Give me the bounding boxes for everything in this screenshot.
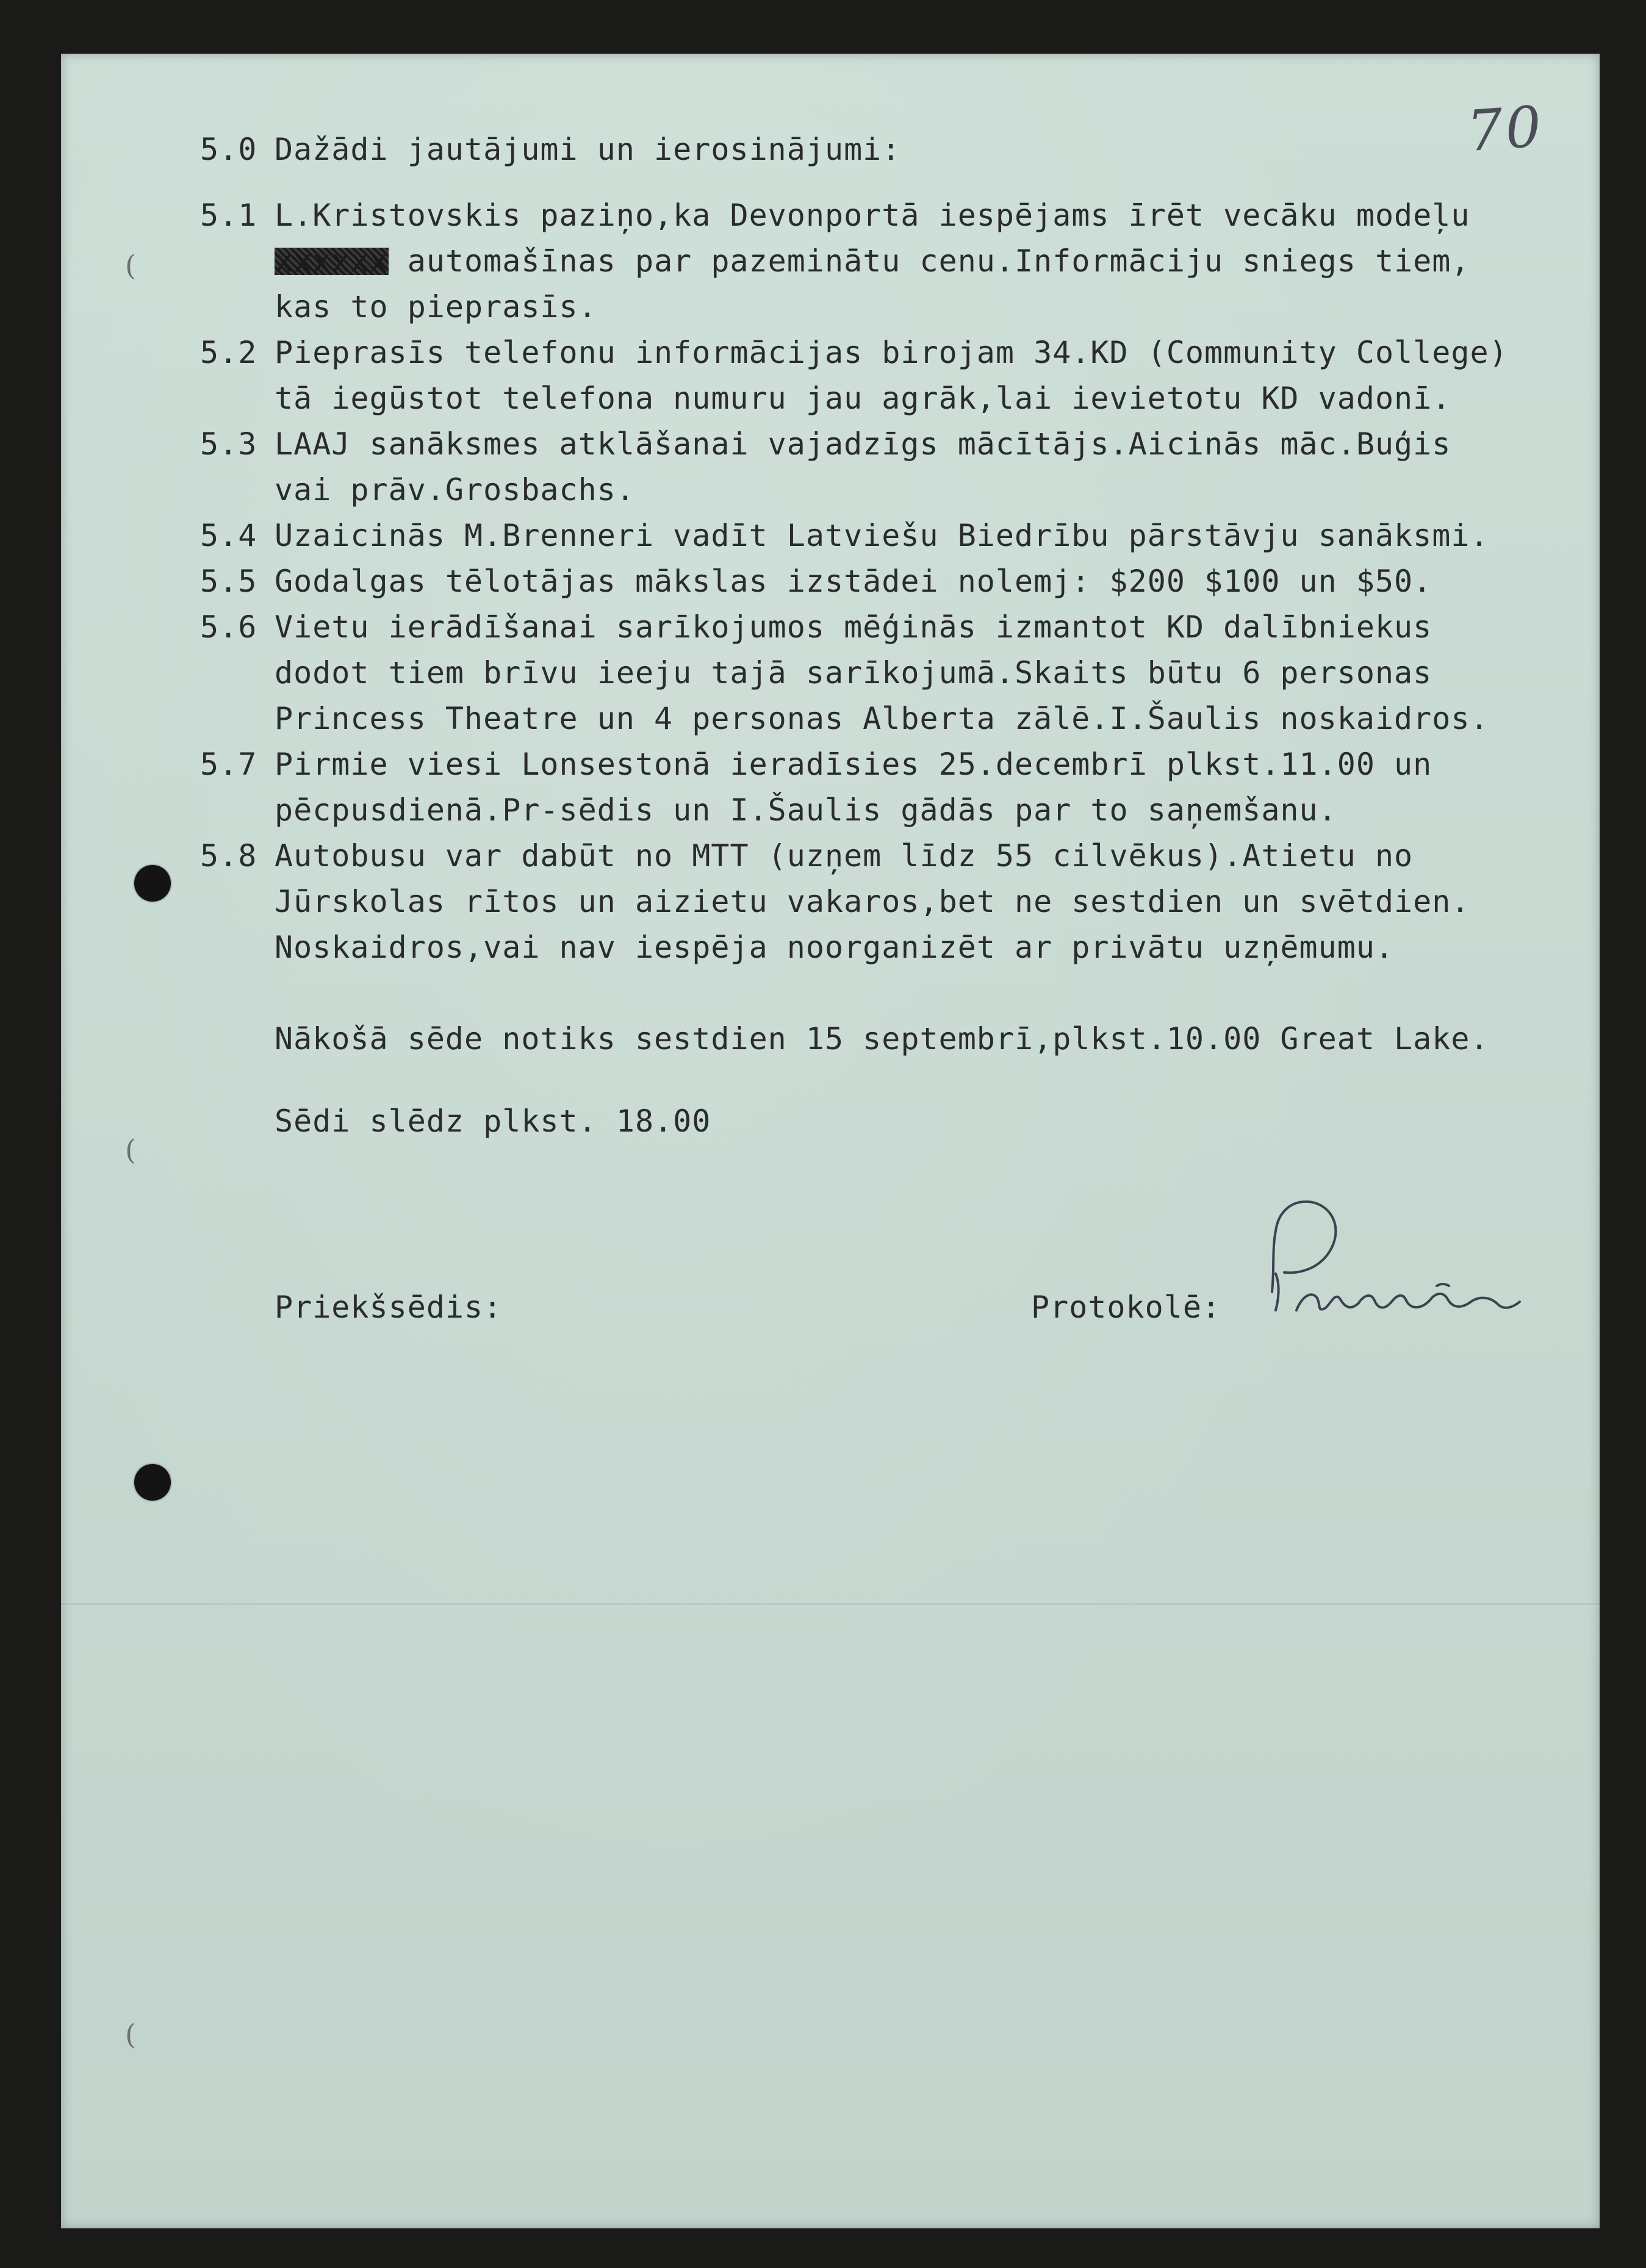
item-number: 5.5 — [200, 564, 257, 599]
closing-time: Sēdi slēdz plkst. 18.00 — [275, 1103, 711, 1139]
item-line: pēcpusdienā.Pr-sēdis un I.Šaulis gādās par to saņemšanu. — [275, 792, 1337, 828]
page-number: 70 — [1465, 93, 1546, 165]
item-line: Vietu ierādīšanai sarīkojumos mēģinās izmantot KD dalībniekus — [275, 609, 1432, 645]
item-line: L.Kristovskis paziņo,ka Devonportā iespējams īrēt vecāku modeļu — [275, 198, 1470, 233]
item-line: xxxxxx automašīnas par pazeminātu cenu.Informāciju sniegs tiem, — [275, 243, 1470, 279]
margin-mark: ( — [125, 2018, 136, 2051]
punch-hole-top — [134, 865, 171, 902]
item-number: 5.4 — [200, 518, 257, 553]
punch-hole-bottom — [134, 1464, 171, 1501]
item-number: 5.2 — [200, 335, 257, 370]
item-line: vai prāv.Grosbachs. — [275, 472, 635, 508]
item-line: Pieprasīs telefonu informācijas birojam 34.KD (Community College) — [275, 335, 1508, 370]
item-line: Pirmie viesi Lonsestonā ieradīsies 25.decembrī plkst.11.00 un — [275, 747, 1432, 782]
signature — [1254, 1194, 1534, 1341]
heading-number: 5.0 — [200, 132, 257, 167]
item-line: Princess Theatre un 4 personas Alberta zālē.I.Šaulis noskaidros. — [275, 701, 1489, 736]
item-line: Uzaicinās M.Brenneri vadīt Latviešu Biedrību pārstāvju sanāksmi. — [275, 518, 1489, 553]
margin-mark: ( — [125, 1133, 136, 1166]
margin-mark: ( — [125, 249, 136, 282]
item-line: kas to pieprasīs. — [275, 289, 597, 325]
heading-text: Dažādi jautājumi un ierosinājumi: — [275, 132, 901, 167]
item-number: 5.7 — [200, 747, 257, 782]
item-line: tā iegūstot telefona numuru jau agrāk,lai ievietotu KD vadonī. — [275, 381, 1451, 416]
secretary-label: Protokolē: — [1031, 1290, 1221, 1325]
item-line: Godalgas tēlotājas mākslas izstādei nolemj: $200 $100 un $50. — [275, 564, 1432, 599]
item-number: 5.8 — [200, 838, 257, 874]
item-number: 5.3 — [200, 426, 257, 462]
next-meeting: Nākošā sēde notiks sestdien 15 septembrī,plkst.10.00 Great Lake. — [275, 1021, 1489, 1057]
page-fold — [61, 1603, 1600, 1607]
item-line: Jūrskolas rītos un aizietu vakaros,bet ne sestdien un svētdien. — [275, 884, 1470, 919]
struck-out-word: xxxxxx — [275, 243, 389, 279]
item-line: Autobusu var dabūt no MTT (uzņem līdz 55 cilvēkus).Atietu no — [275, 838, 1414, 874]
item-number: 5.1 — [200, 198, 257, 233]
document-page — [61, 54, 1600, 2228]
item-line: LAAJ sanāksmes atklāšanai vajadzīgs mācītājs.Aicinās māc.Buģis — [275, 426, 1451, 462]
item-line: dodot tiem brīvu ieeju tajā sarīkojumā.Skaits būtu 6 personas — [275, 655, 1432, 691]
item-line: Noskaidros,vai nav iespēja noorganizēt ar privātu uzņēmumu. — [275, 930, 1395, 965]
chairman-label: Priekšsēdis: — [275, 1290, 503, 1325]
item-number: 5.6 — [200, 609, 257, 645]
